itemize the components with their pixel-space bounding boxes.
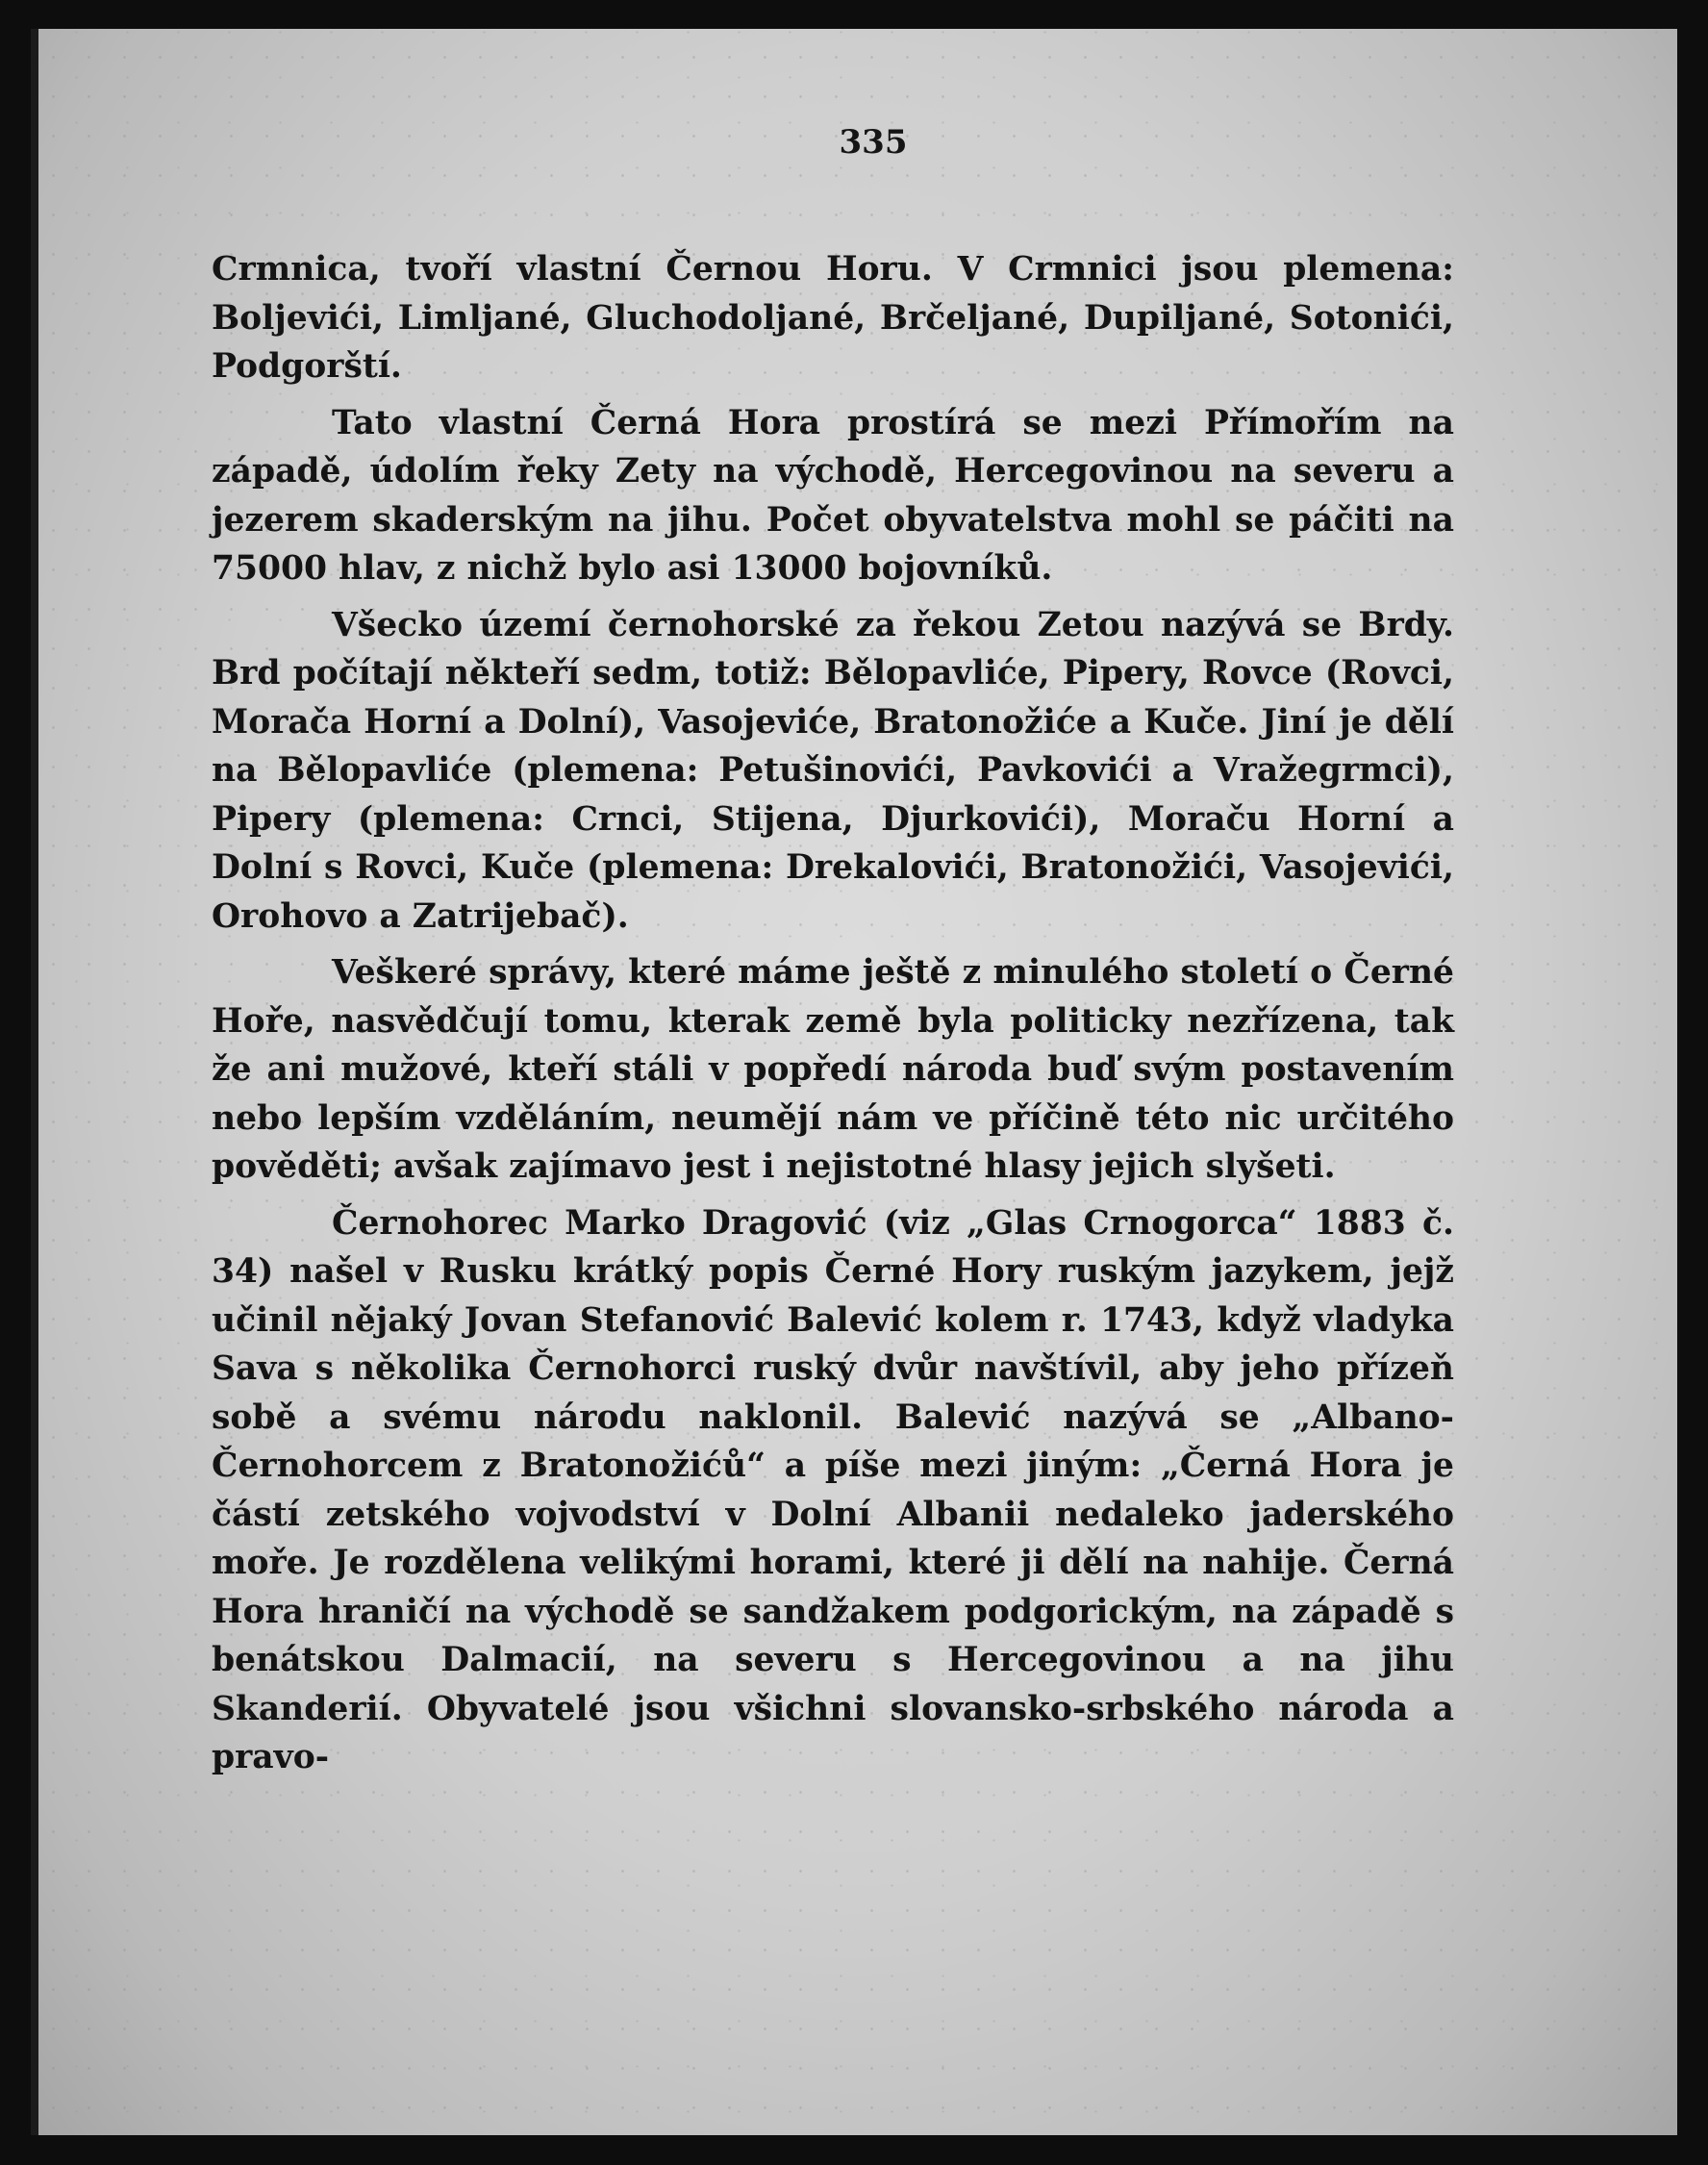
- paragraph-3: Všecko území černohorské za řekou Zetou nazývá se Brdy. Brd počítají někteří sedm, totiž: Bělopavliće, Pipery, Rovce (Rovci, Morača Horní a Dolní), Vasojeviće, Bratonožiće a Kuče. Jiní je dělí na Bělopavliće (plemena: Petušinovići, Pavkovići a Vražegrmci), Pipery (plemena: Crnci, Stijena, Djurkovići), Moraču Horní a Dolní s Rovci, Kuče (plemena: Drekalovići, Bratonožići, Vasojevići, Orohovo a Zatrijebač).: [212, 605, 1454, 936]
- page-number: 335: [839, 123, 908, 162]
- paragraph-1: Crmnica, tvoří vlastní Černou Horu. V Crmnici jsou plemena: Boljevići, Limljané, Gluchodoljané, Brčeljané, Dupiljané, Sotonići, Podgorští.: [212, 250, 1454, 386]
- page-left-edge: [31, 29, 38, 2135]
- paragraph-4: Veškeré správy, které máme ještě z minulého století o Černé Hoře, nasvědčují tomu, kterak země byla politicky nezřízena, tak že ani mužové, kteří stáli v popředí národa buď svým postavením nebo lepším vzděláním, neumějí nám ve příčině této nic určitého pověděti; avšak zajímavo jest i nejistotné hlasy jejich slyšeti.: [212, 953, 1454, 1186]
- body-text: [212, 245, 1454, 1790]
- paragraph-5: Černohorec Marko Dragović (viz „Glas Crnogorca“ 1883 č. 34) našel v Rusku krátký popis Černé Hory ruským jazykem, jejž učinil nějaký Jovan Stefanović Balević kolem r. 1743, když vladyka Sava s několika Černohorci ruský dvůr navštívil, aby jeho přízeň sobě a svému národu naklonil. Balević nazývá se „Albano-Černohorcem z Bratonožićů“ a píše mezi jiným: „Černá Hora je částí zetského vojvodství v Dolní Albanii nedaleko jaderského moře. Je rozdělena velikými horami, které ji dělí na nahije. Černá Hora hraničí na východě se sandžakem podgorickým, na západě s benátskou Dalmacií, na severu s Hercegovinou a na jihu Skanderií. Obyvatelé jsou všichni slovansko-srbského národa a pravo-: [212, 1203, 1454, 1776]
- paragraph-2: Tato vlastní Černá Hora prostírá se mezi Přímořím na západě, údolím řeky Zety na východě, Hercegovinou na severu a jezerem skaderským na jihu. Počet obyvatelstva mohl se páčiti na 75000 hlav, z nichž bylo asi 13000 bojovníků.: [212, 403, 1454, 588]
- scanned-page: [31, 29, 1677, 2135]
